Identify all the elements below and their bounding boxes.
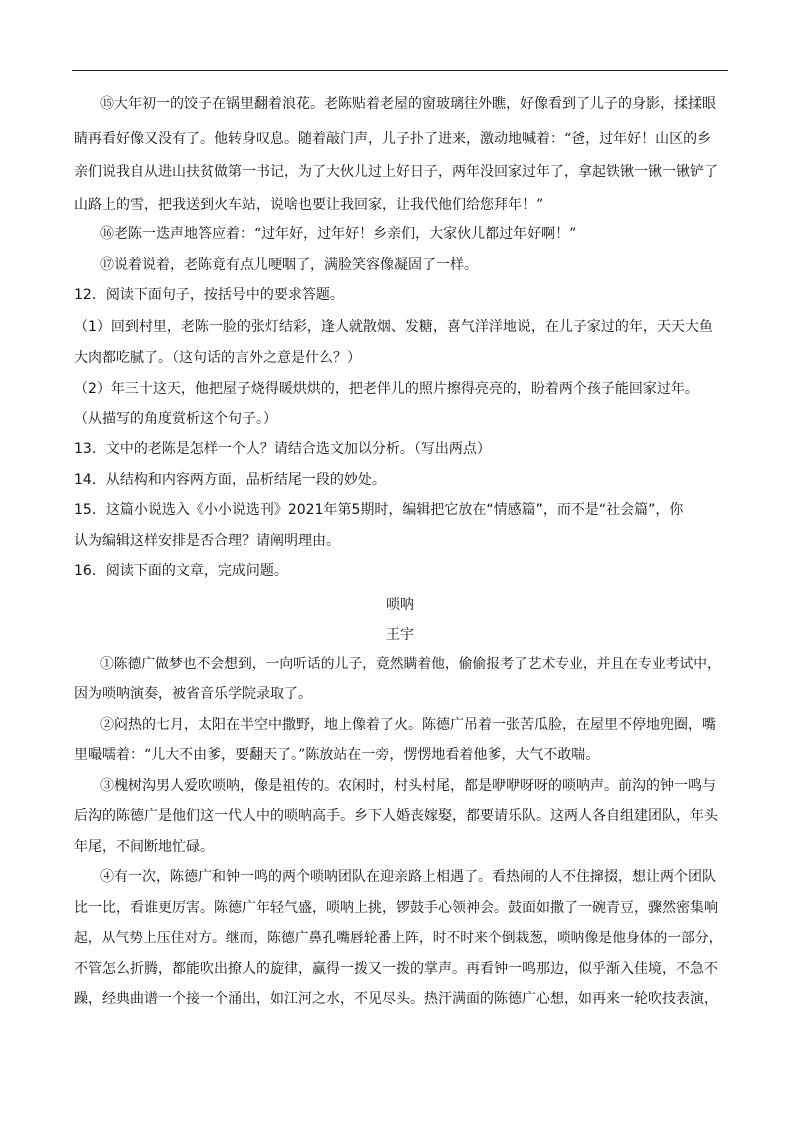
- article-title: 唢呐: [386, 597, 414, 613]
- question-15-cont: 认为编辑这样安排是否合理？请阐明理由。: [74, 533, 340, 549]
- question-14: 14．从结构和内容两方面，品析结尾一段的妙处。: [74, 472, 386, 488]
- question-16: 16．阅读下面的文章，完成问题。: [74, 563, 288, 579]
- passage-line: ⑰说着说着，老陈竟有点儿哽咽了，满脸笑容像凝固了一样。: [100, 257, 478, 273]
- article-line: 起，从气势上压住对方。继而，陈德广鼻孔嘴唇轮番上阵，时不时来个倒栽葱，唢呐像是他身体的一部分，: [74, 930, 723, 946]
- passage-line: ⑮大年初一的饺子在锅里翻着浪花。老陈贴着老屋的窗玻璃往外瞧，好像看到了儿子的身影，揉揉眼: [100, 96, 716, 112]
- article-author: 王宇: [386, 627, 414, 643]
- article-line: 里嘬嚅着：“儿大不由爹，要翻天了。”陈放站在一旁，愣愣地看着他爹，大气不敢喘。: [74, 747, 600, 763]
- article-line: ③槐树沟男人爱吹唢呐，像是祖传的。农闲时，村头村尾，都是咿咿呀呀的唢呐声。前沟的钟一鸣与: [100, 778, 716, 794]
- header-rule: [72, 70, 728, 71]
- article-line: 后沟的陈德广是他们这一代人中的唢呐高手。乡下人婚丧嫁娶，都要请乐队。这两人各自组建团队，年头: [74, 808, 718, 824]
- article-line: 不管怎么折腾，都能吹出撩人的旋律，赢得一拨又一拨的掌声。再看钟一鸣那边，似乎渐入佳境，不急不: [74, 961, 718, 977]
- question-15: 15．这篇小说选入《小小说选刊》2021年第5期时，编辑把它放在“情感篇”，而不是“社会篇”，你: [74, 502, 684, 518]
- article-line: 因为唢呐演奏，被省音乐学院录取了。: [74, 686, 312, 702]
- passage-line: 睛再看好像又没有了。他转身叹息。随着敲门声，儿子扑了进来，激动地喊着：“爸，过年好！山区的乡: [74, 131, 712, 147]
- article-line: 躁，经典曲谱一个接一个涌出，如江河之水，不见尽头。热汗满面的陈德广心想，如再来一轮吹技表演，: [74, 991, 718, 1007]
- question-12-1-cont: 大肉都吃腻了。（这句话的言外之意是什么？）: [74, 350, 361, 366]
- passage-line: 亲们说我自从进山扶贫做第一书记，为了大伙儿过上好日子，两年没回家过年了，拿起铁锹一锹一锹铲了: [74, 164, 718, 180]
- article-line: ①陈德广做梦也不会想到，一向听话的儿子，竟然瞒着他，偷偷报考了艺术专业，并且在专业考试中，: [100, 656, 721, 672]
- article-line: 年尾，不间断地忙碌。: [74, 839, 214, 855]
- question-12-2: （2）年三十这天，他把屋子烧得暖烘烘的，把老伴儿的照片擦得亮亮的，盼着两个孩子能回家过年。: [74, 381, 699, 397]
- article-line: ④有一次，陈德广和钟一鸣的两个唢呐团队在迎亲路上相遇了。看热闹的人不住撺掇，想让两个团队: [100, 869, 716, 885]
- article-line: ②闷热的七月，太阳在半空中撒野，地上像着了火。陈德广吊着一张苦瓜脸，在屋里不停地兜圈，嘴: [100, 717, 716, 733]
- passage-line: 山路上的雪，把我送到火车站，说啥也要让我回家，让我代他们给您拜年！”: [74, 197, 544, 213]
- question-13: 13．文中的老陈是怎样一个人？请结合选文加以分析。（写出两点）: [74, 441, 491, 457]
- question-12-2-cont: （从描写的角度赏析这个句子。）: [74, 411, 277, 427]
- question-12-1: （1）回到村里，老陈一脸的张灯结彩，逢人就散烟、发糖，喜气洋洋地说，在儿子家过的年，天天大鱼: [74, 319, 713, 335]
- question-12: 12．阅读下面句子，按括号中的要求答题。: [74, 287, 344, 303]
- article-line: 比一比，看谁更厉害。陈德广年轻气盛，唢呐上挑，锣鼓手心领神会。鼓面如撒了一碗青豆，骤然密集响: [74, 900, 718, 916]
- passage-line: ⑯老陈一迭声地答应着：“过年好，过年好！乡亲们，大家伙儿都过年好啊！”: [100, 226, 577, 242]
